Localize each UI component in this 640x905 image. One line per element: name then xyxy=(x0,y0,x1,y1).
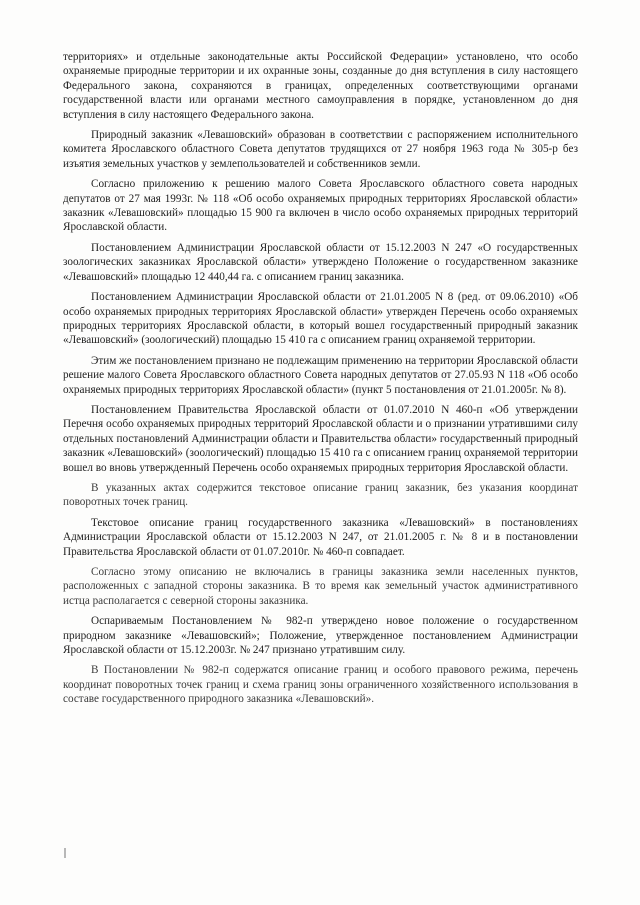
paragraph-4: Постановлением Администрации Ярославской области от 15.12.2003 N 247 «О государственных зоологических заказниках Ярославской области» утверждено Положение о государственном заказнике «Левашовский» площадью 12 440,44 га. с описанием границ заказника. xyxy=(63,241,578,283)
paragraph-5: Постановлением Администрации Ярославской области от 21.01.2005 N 8 (ред. от 09.06.2010) «Об особо охраняемых природных территориях Ярославской области» утвержден Перечень особо охраняемых природных территориях Ярославской области, в который вошел государственный природный заказник «Левашовский» (зоологический) площадью 15 410 га с описанием границ охраняемой территории. xyxy=(63,291,578,347)
paragraph-11: Оспариваемым Постановлением № 982-п утверждено новое положение о государственном природном заказнике «Левашовский»; Положение, утвержденное постановлением Администрации Ярославской области от 15.12.2003г. № 247 признано утратившим силу. xyxy=(63,615,578,657)
paragraph-1: территориях» и отдельные законодательные акты Российской Федерации» установлено, что особо охраняемые природные территории и их охранные зоны, созданные до дня вступления в силу настоящего Федерального закона, сохраняются в границах, определенных соответствующими органами государственной власти или органами местного самоуправления в порядке, установленном до дня вступления в силу настоящего Федерального закона. xyxy=(63,51,578,121)
scan-margin-mark xyxy=(64,848,66,858)
paragraph-2: Природный заказник «Левашовский» образован в соответствии с распоряжением исполнительного комитета Ярославского областного Совета депутатов трудящихся от 27 ноября 1963 года № 305-р без изъятия земельных участков у землепользователей и собственников земли. xyxy=(63,129,578,170)
paragraph-7: Постановлением Правительства Ярославской области от 01.07.2010 N 460-п «Об утверждении Перечня особо охраняемых природных территорий Ярославской области и о признании утратившими силу отдельных постановлений Администрации области и Правительства области» государственный природный заказник «Левашовский» (зоологический) площадью 15 410 га с описанием границ охраняемой территории вошел во вновь утвержденный Перечень особо охраняемых природных территория Ярославской области. xyxy=(63,403,578,474)
paragraph-3: Согласно приложению к решению малого Совета Ярославского областного совета народных депутатов от 27 мая 1993г. № 118 «Об особо охраняемых природных территориях Ярославской области» заказник «Левашовский» площадью 15 900 га включен в число особо охраняемых природных территорий Ярославской области. xyxy=(63,178,578,234)
paragraph-6: Этим же постановлением признано не подлежащим применению на территории Ярославской области решение малого Совета Ярославского областного Совета народных депутатов от 27.05.93 N 118 «Об особо охраняемых природных территориях Ярославской области» (пункт 5 постановления от 21.01.2005г. № 8). xyxy=(63,354,578,396)
paragraph-10: Согласно этому описанию не включались в границы заказника земли населенных пунктов, расположенных с западной стороны заказника. В то время как земельный участок административного истца располагается с северной стороны заказника. xyxy=(63,566,578,607)
paragraph-9: Текстовое описание границ государственного заказника «Левашовский» в постановлениях Администрации Ярославской области от 15.12.2003 N 247, от 21.01.2005 г. № 8 и в постановлении Правительства Ярославской области от 01.07.2010г. № 460-п совпадает. xyxy=(63,516,578,558)
paragraph-12: В Постановлении № 982-п содержатся описание границ и особого правового режима, перечень координат поворотных точек границ и схема границ зоны ограниченного хозяйственного использования в составе государственного природного заказника «Левашовский». xyxy=(63,664,578,706)
document-body xyxy=(63,50,578,713)
paragraph-8: В указанных актах содержится текстовое описание границ заказник, без указания координат поворотных точек границ. xyxy=(63,481,578,509)
